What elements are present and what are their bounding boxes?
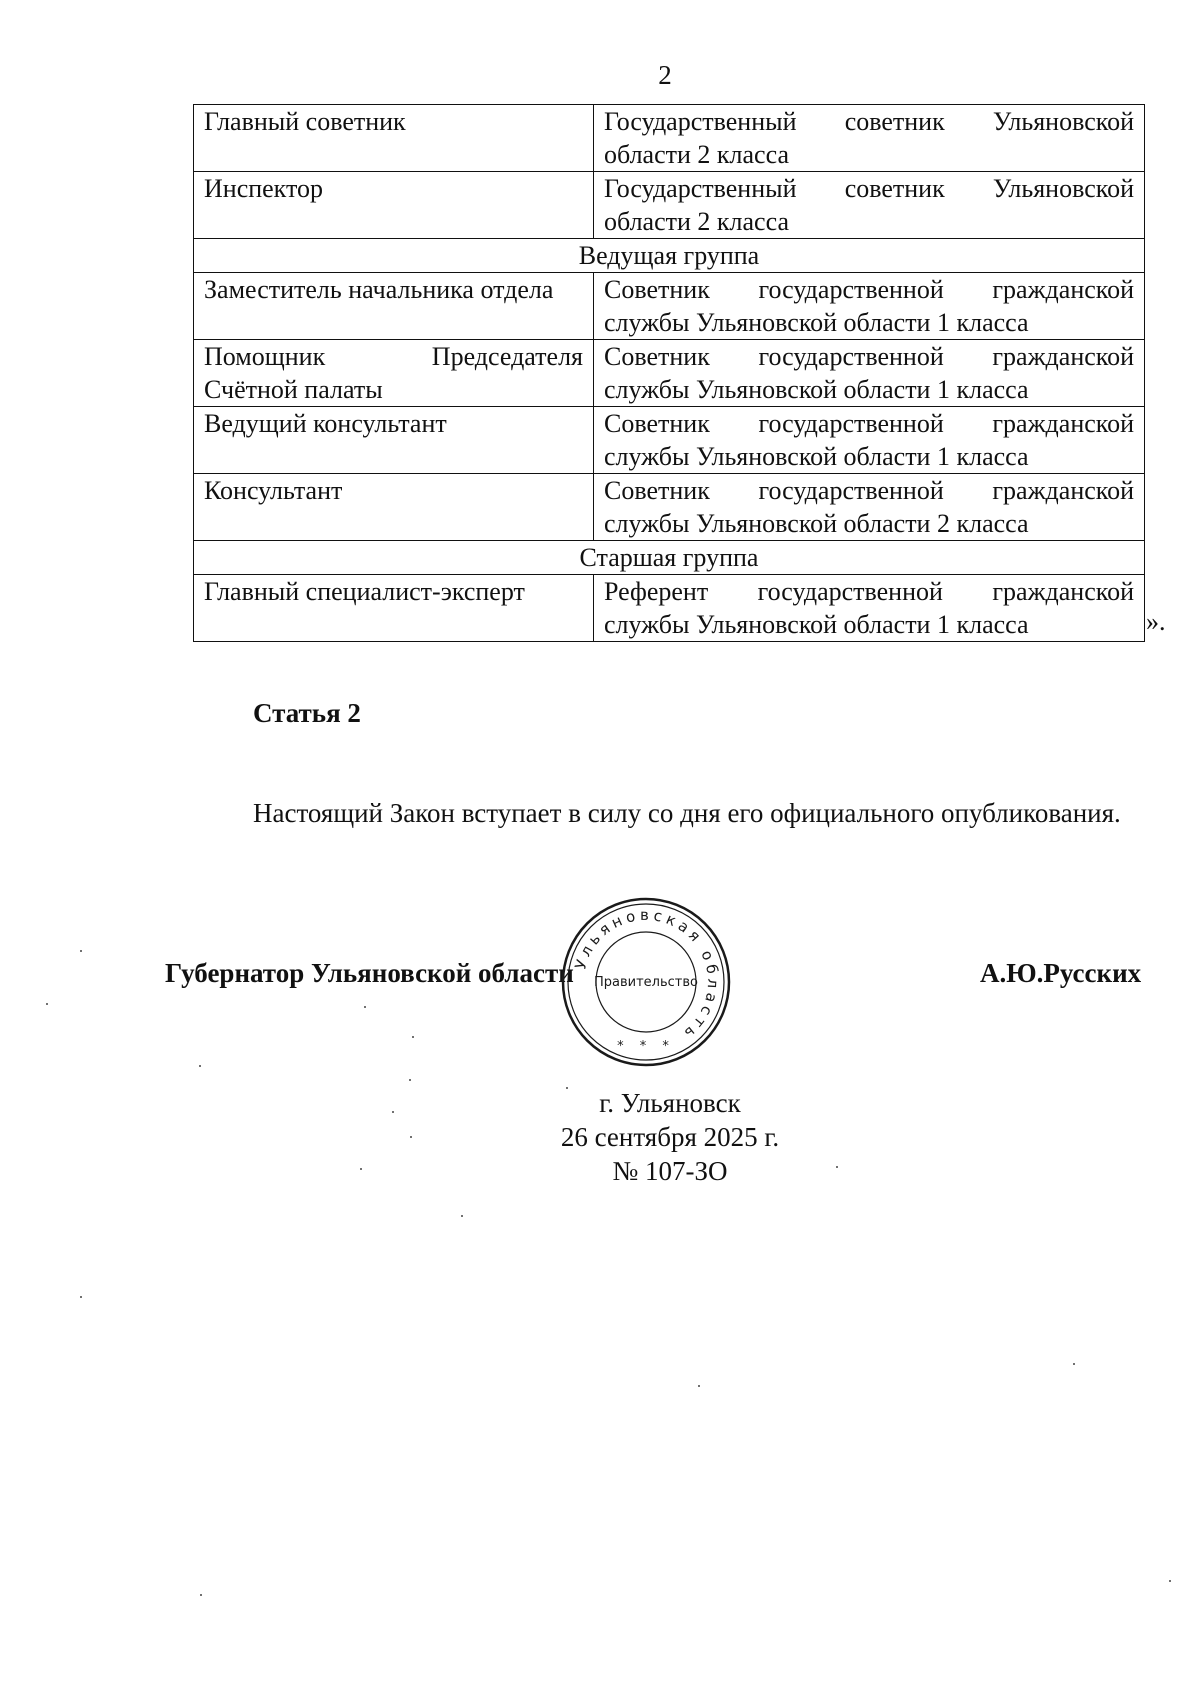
position-cell: Ведущий консультант: [194, 407, 594, 474]
scan-speck: [461, 1215, 463, 1217]
seal-stars: * * *: [617, 1039, 675, 1054]
table-row: [194, 105, 1145, 172]
seal-center-text: Правительство: [594, 975, 698, 990]
article-text: Настоящий Закон вступает в силу со дня его официального опубликования.: [253, 798, 1121, 828]
scan-speck: [412, 1036, 414, 1038]
group-header-row: [194, 239, 1145, 273]
scan-speck: [199, 1065, 201, 1067]
law-number: № 107-ЗО: [612, 1156, 728, 1186]
scan-speck: [80, 1296, 82, 1298]
rank-cell: Государственный советник Ульяновской области 2 класса: [594, 105, 1145, 172]
scan-speck: [1169, 1580, 1171, 1582]
scan-speck: [836, 1166, 838, 1168]
rank-cell: Советник государственной гражданской службы Ульяновской области 2 класса: [594, 474, 1145, 541]
positions-ranks-table: [193, 104, 1145, 642]
position-cell: Главный советник: [194, 105, 594, 172]
place-date-number: [470, 1086, 870, 1188]
article-heading: Статья 2: [253, 698, 361, 728]
scan-speck: [80, 950, 82, 952]
rank-cell: Советник государственной гражданской службы Ульяновской области 1 класса: [594, 273, 1145, 340]
group-header-row: [194, 541, 1145, 575]
rank-cell: Советник государственной гражданской службы Ульяновской области 1 класса: [594, 340, 1145, 407]
table-row: [194, 575, 1145, 642]
seal-ring-text: Ульяновская область: [571, 905, 723, 1045]
table-row: [194, 172, 1145, 239]
rank-cell: Государственный советник Ульяновской области 2 класса: [594, 172, 1145, 239]
position-cell: Главный специалист-эксперт: [194, 575, 594, 642]
table-body: [194, 105, 1145, 642]
scan-speck: [410, 1136, 412, 1138]
position-cell: Помощник Председателя Счётной палаты: [194, 340, 594, 407]
scan-speck: [364, 1006, 366, 1008]
signature-name: А.Ю.Русских: [980, 958, 1142, 988]
scan-speck: [566, 1087, 568, 1089]
rank-cell: Референт государственной гражданской службы Ульяновской области 1 класса: [594, 575, 1145, 642]
official-seal: [560, 896, 732, 1068]
rank-cell: Советник государственной гражданской службы Ульяновской области 1 класса: [594, 407, 1145, 474]
signature-title: Губернатор Ульяновской области: [165, 958, 574, 988]
scan-speck: [200, 1594, 202, 1596]
closing-quote: ».: [1146, 607, 1166, 636]
group-label: Ведущая группа: [194, 239, 1145, 273]
scan-speck: [360, 1168, 362, 1170]
scan-speck: [698, 1385, 700, 1387]
table-row: [194, 340, 1145, 407]
scan-speck: [392, 1111, 394, 1113]
page-number: 2: [658, 60, 672, 90]
scan-speck: [409, 1079, 411, 1081]
position-cell: Консультант: [194, 474, 594, 541]
scan-speck: [1073, 1363, 1075, 1365]
scan-speck: [46, 1003, 48, 1005]
table-row: [194, 407, 1145, 474]
table-row: [194, 273, 1145, 340]
group-label: Старшая группа: [194, 541, 1145, 575]
table-row: [194, 474, 1145, 541]
place-date: 26 сентября 2025 г.: [560, 1122, 780, 1152]
position-cell: Заместитель начальника отдела: [194, 273, 594, 340]
position-cell: Инспектор: [194, 172, 594, 239]
place-city: г. Ульяновск: [599, 1088, 741, 1118]
